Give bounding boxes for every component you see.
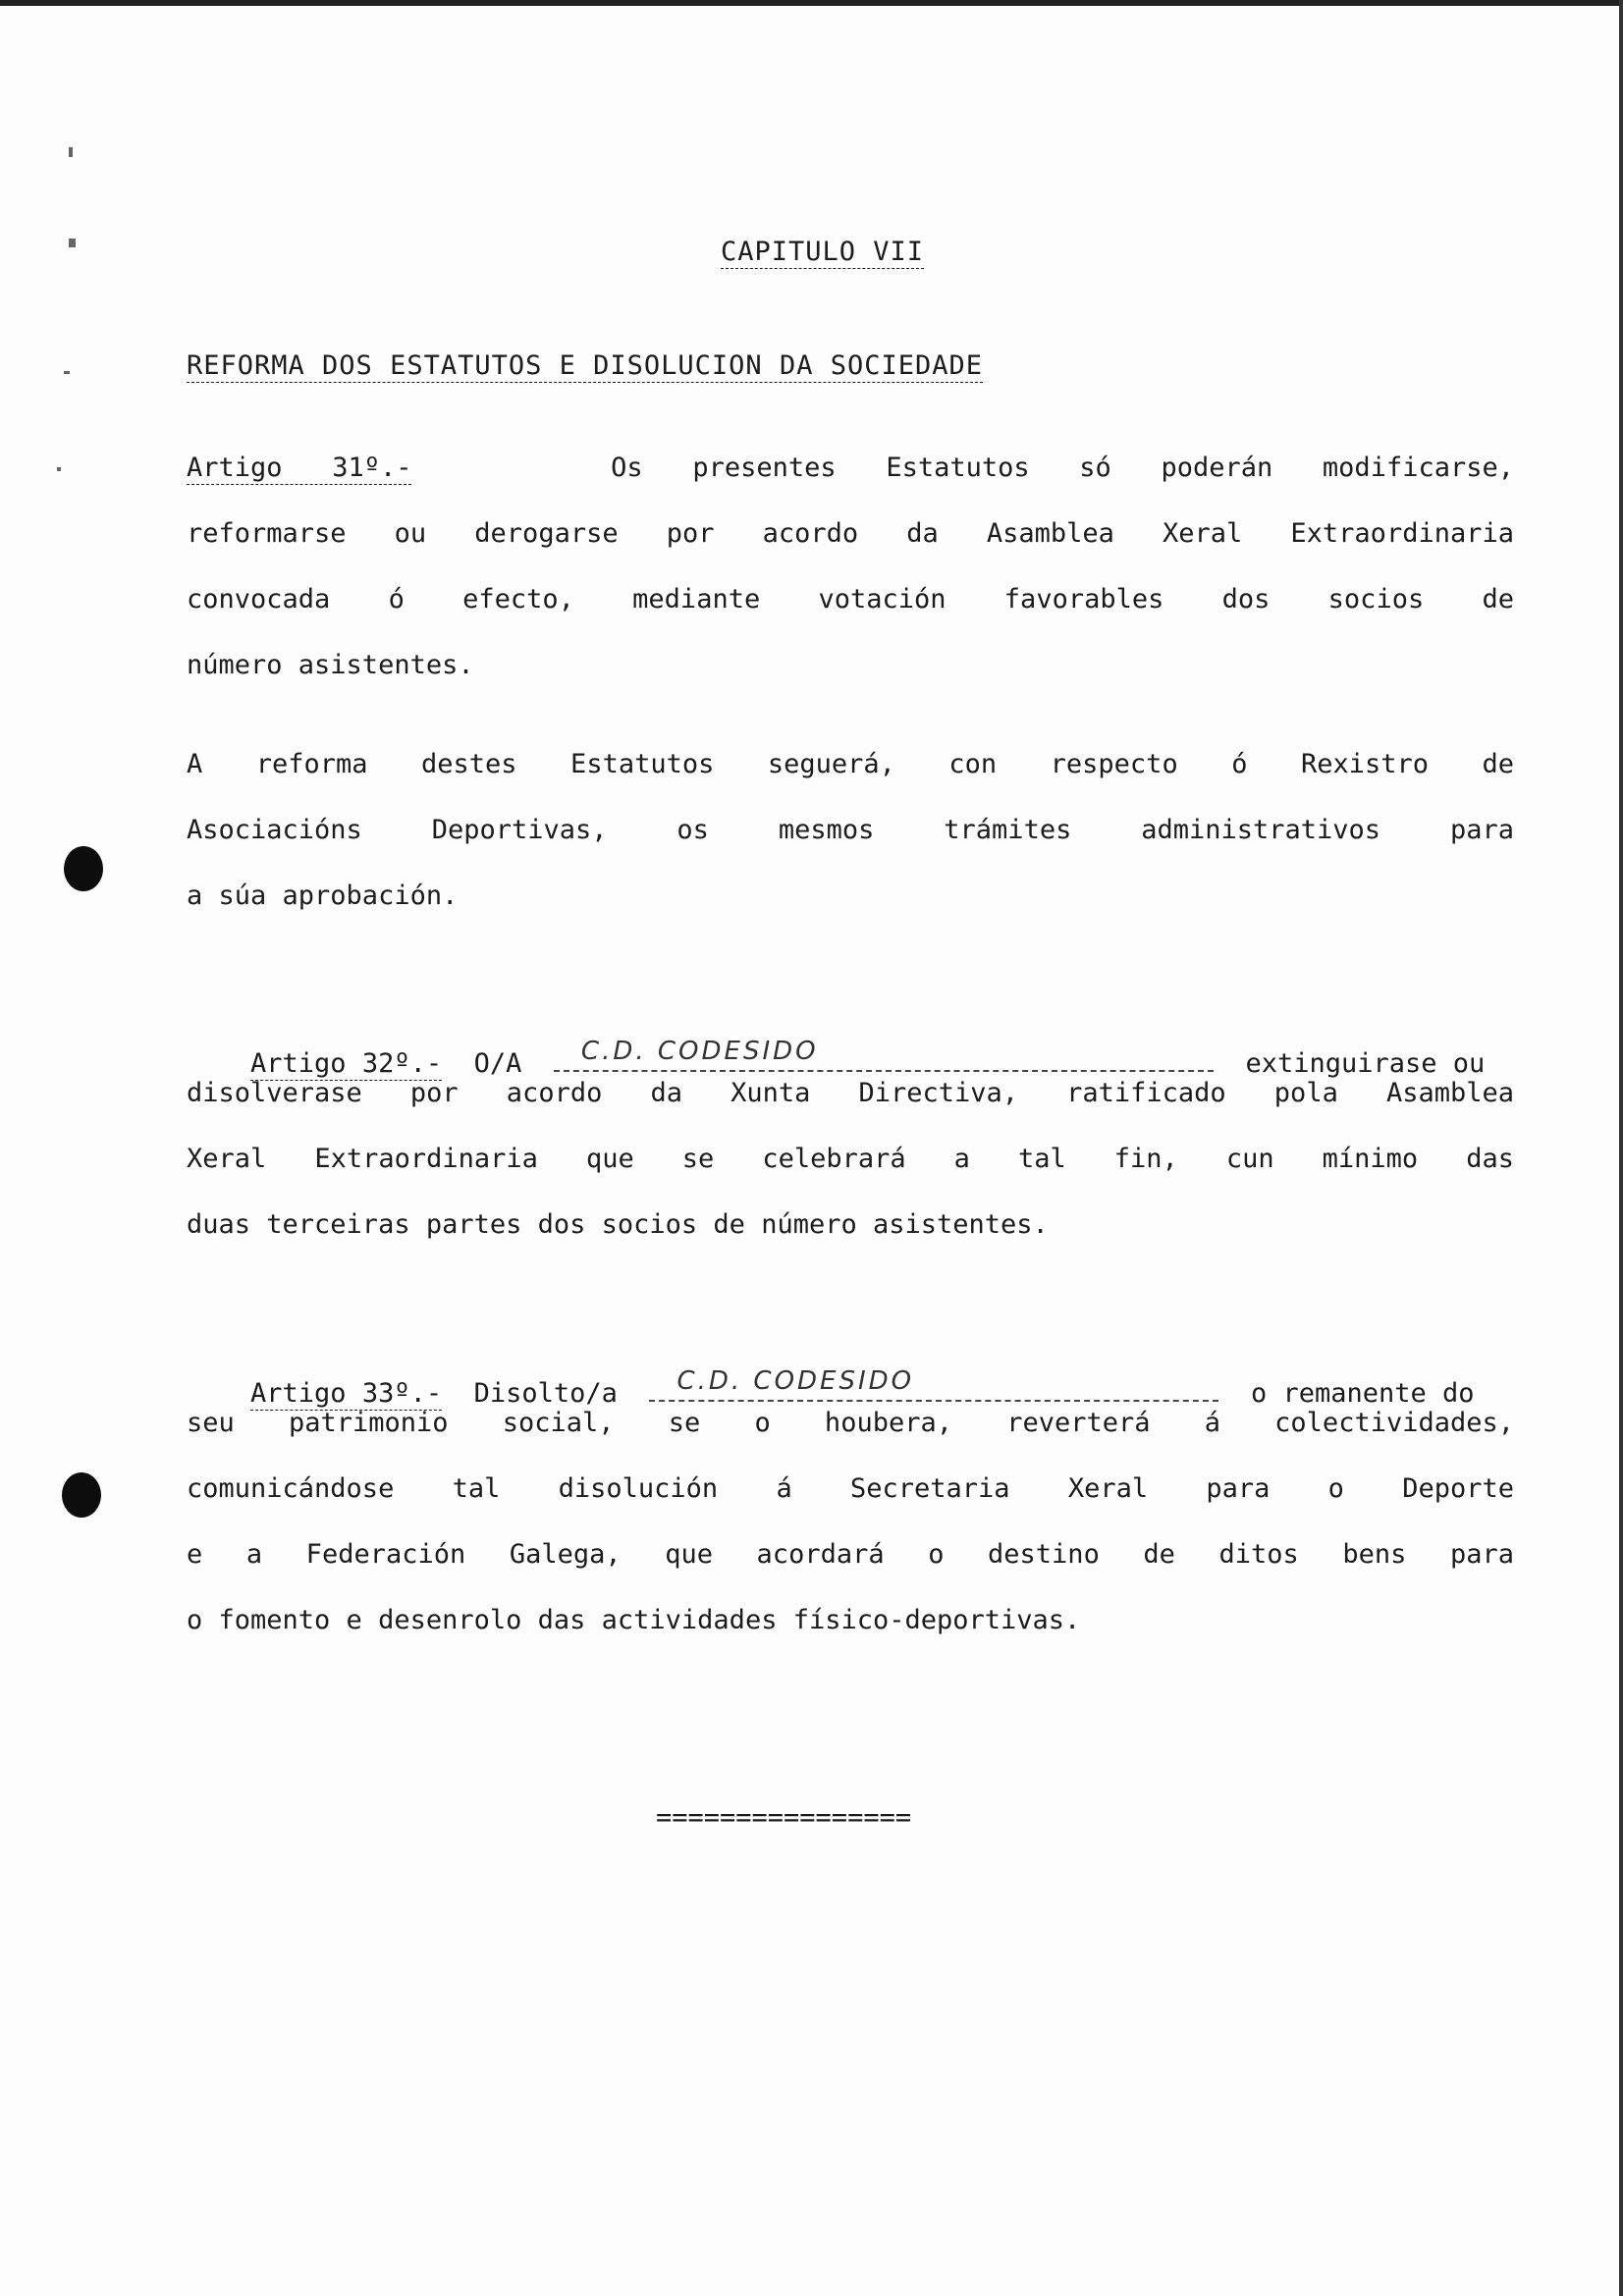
scan-speck <box>57 467 61 471</box>
art31-para2-line-3: a súa aprobación. <box>187 881 459 911</box>
art33-suffix: o remanente do <box>1250 1378 1475 1409</box>
art31-line-2: reformarse ou derogarse por acordo da Asamblea Xeral Extraordinaria <box>187 518 1514 549</box>
art32-suffix: extinguirase ou <box>1245 1048 1486 1079</box>
art32-name-blank <box>554 1037 1214 1072</box>
art31-line-4: número asistentes. <box>187 650 474 680</box>
scan-speck <box>69 147 73 157</box>
art32-prefix: O/A <box>473 1048 522 1079</box>
art32-line-3: Xeral Extraordinaria que se celebrará a tal fin, cun mínimo das <box>187 1144 1514 1174</box>
scan-speck <box>69 239 76 247</box>
art31-para2-line-2: Asociacións Deportivas, os mesmos trámites administrativos para <box>187 815 1514 845</box>
art33-label: Artigo 33º.- <box>250 1378 443 1409</box>
art32-line-4: duas terceiras partes dos socios de número asistentes. <box>187 1209 1049 1240</box>
art31-line-1 <box>187 452 1514 485</box>
scan-edge-right <box>1619 0 1623 2296</box>
scan-edge-top <box>0 0 1623 6</box>
art33-name-blank <box>649 1366 1218 1402</box>
art32-line-2: disolverase por acordo da Xunta Directiva, ratificado pola Asamblea <box>187 1078 1514 1108</box>
scan-speck <box>64 371 70 374</box>
art33-prefix: Disolto/a <box>473 1378 618 1409</box>
art33-line-5: o fomento e desenrolo das actividades físico-deportivas. <box>187 1605 1081 1635</box>
art33-handwritten-name: C.D. CODESIDO <box>676 1366 915 1396</box>
art33-line-2: seu patrimonio social, se o houbera, reverterá á colectividades, <box>187 1408 1514 1438</box>
closing-rule: ================ <box>656 1802 912 1833</box>
punch-hole-lower <box>62 1472 101 1518</box>
section-title: REFORMA DOS ESTATUTOS E DISOLUCION DA SOCIEDADE <box>187 350 984 381</box>
art31-line-1-text: Os presentes Estatutos só poderán modificarse, <box>611 453 1514 483</box>
art31-line-3: convocada ó efecto, mediante votación favorables dos socios de <box>187 584 1514 614</box>
art31-label: Artigo 31º.- <box>187 453 412 483</box>
art31-para2-line-1: A reforma destes Estatutos seguerá, con respecto ó Rexistro de <box>187 749 1514 779</box>
art33-line-4: e a Federación Galega, que acordará o destino de ditos bens para <box>187 1539 1514 1570</box>
art32-handwritten-name: C.D. CODESIDO <box>580 1037 819 1066</box>
punch-hole-upper <box>64 846 103 891</box>
art33-line-3: comunicándose tal disolución á Secretaria Xeral para o Deporte <box>187 1473 1514 1504</box>
art32-label: Artigo 32º.- <box>250 1048 443 1079</box>
chapter-heading: CAPITULO VII <box>721 237 925 267</box>
